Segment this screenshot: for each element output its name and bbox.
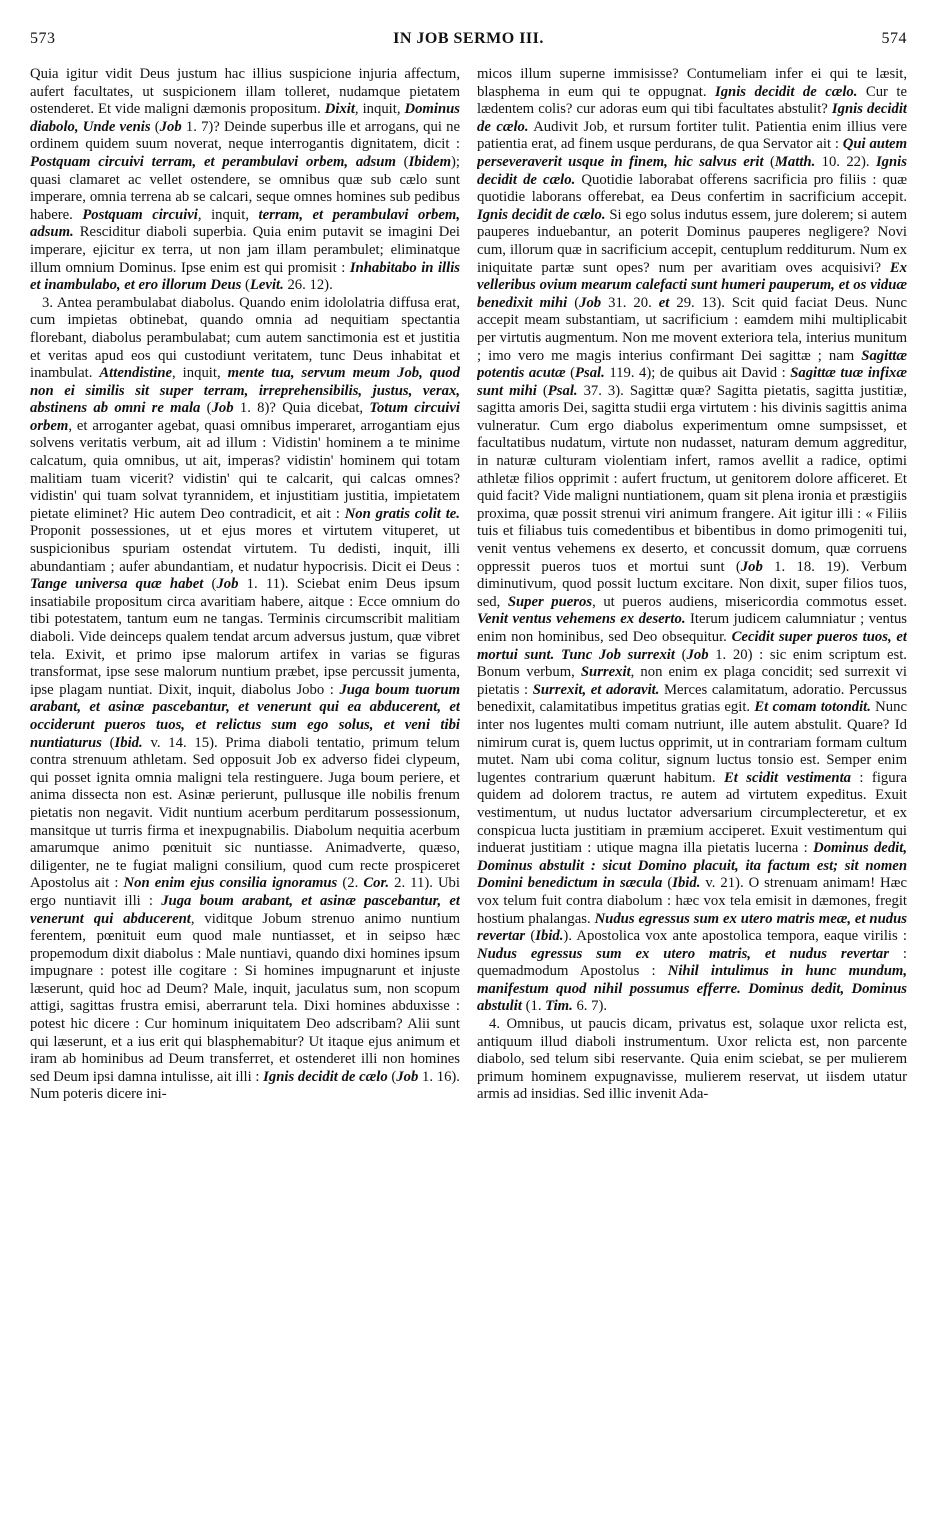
italic-quotation: Et scidit vestimenta bbox=[724, 769, 852, 786]
italic-quotation: Surrexit bbox=[580, 664, 631, 681]
text-run: 37. 3). Sagittæ quæ? Sagitta pietatis, sagitta justitiæ, sagitta amoris Dei, sagitta studii erga virtutem : his divinis sagittis anima vulneratur. Cum ergo diabolus experimentum omne sumpsisset, et facultatibus nudatum, virtute non nudasset, naturam demum aggreditur, in naturæ culturam violentiam infert, ramos avellit a radice, optimi athletæ filios opprimit : aufert fructum, ut genitorem dolore afficeret. Et quid facit? Vide maligni nuntiationem, quam sit plena ironia et præstigiis proxima, quæ possit strenui viri animum frangere. Ait igitur illi : « Filiis tuis et filiabus tuis comedentibus et bibentibus in domo primogeniti tui, venit ventus vehemens ex deserto, et concussit domum, quæ corruens oppressit pueros tuos et mortui sunt ( bbox=[477, 382, 907, 575]
italic-quotation: Dixit bbox=[324, 101, 355, 118]
running-title: IN JOB SERMO III. bbox=[393, 30, 544, 47]
text-run: 26. 12). bbox=[283, 277, 333, 294]
text-run: Proponit possessiones, ut et ejus mores et virtutem vituperet, ut suspicionibus spuriam ostendat virtutem. Tu dedisti, inquit, illi abundantiam ; aufer abundantiam, et nudatur hypocrisis. Dicit ei Deus : bbox=[30, 523, 460, 575]
text-run: ( bbox=[674, 646, 687, 663]
text-run: , inquit, bbox=[354, 101, 405, 118]
text-run: 10. 22). bbox=[815, 153, 876, 170]
italic-quotation: Job bbox=[211, 400, 234, 417]
text-run: ( bbox=[200, 400, 212, 417]
text-run: ( bbox=[567, 294, 580, 311]
italic-quotation: Job bbox=[686, 646, 709, 663]
text-run: (2. bbox=[337, 875, 364, 892]
italic-quotation: Job bbox=[740, 558, 763, 575]
italic-quotation: Ignis decidit de cælo. bbox=[477, 153, 907, 188]
text-run: Iterum judicem calumniatur ; ventus enim non hominibus, sed Deo obsequitur. bbox=[477, 611, 907, 645]
text-run: , et arroganter agebat, quasi omnibus imperaret, arrogantiam ejus solvens veritatis verbum, ait ad illum : Vidistin' hominem a te minime calcatum, quia omnibus, ut ait, imperas? vidistin' hominem qui totam malitiam tuam vicerit? vidistin' qui te calcarit, qui calcas omnes? vidistin' qui tuam solvat tyrannidem, et injustitiam justitia, impietatem pietate eliminet? Hic autem Deo contradicit, et ait : bbox=[30, 417, 460, 522]
italic-quotation: Sagittæ potentis acutæ bbox=[477, 347, 907, 382]
italic-quotation: Nudus egressus sum ex utero matris meæ, et nudus revertar bbox=[477, 910, 907, 945]
italic-quotation: Sagittæ tuæ infixæ sunt mihi bbox=[477, 365, 907, 399]
paragraph bbox=[30, 295, 460, 1104]
text-run: ( bbox=[536, 382, 548, 399]
italic-quotation: Tim. bbox=[545, 998, 573, 1015]
italic-quotation: Matth. bbox=[774, 153, 816, 170]
text-run: ( bbox=[763, 153, 775, 170]
italic-quotation: Super pueros bbox=[507, 593, 593, 610]
text-run: Quotidie laborabat offerens sacrificia pro filiis : quæ quotidie laborans offerebat, ea Deus confertim in sacrificium accepit. bbox=[477, 171, 907, 206]
text-run: Si ego solus indutus essem, jure dolerem; si autem pauperes induebantur, an poterit Dominus pauperes negligere? Novi cum, illorum quæ in sacrificium accepit, centuplum redditurum. Num ex iniquitate partæ sunt opes? num per avaritiam oves acquisivi? bbox=[477, 206, 907, 276]
text-run: : quemadmodum Apostolus : bbox=[477, 945, 907, 980]
italic-quotation: Qui autem perseveraverit usque in finem, hic salvus erit bbox=[477, 136, 907, 170]
italic-quotation: Ignis decidit de cælo bbox=[263, 1068, 388, 1085]
italic-quotation: Nihil intulimus in hunc mundum, manifestum quod nihil possumus efferre. Dominus dedit, Dominus abstulit bbox=[477, 963, 907, 1015]
text-run: Quia igitur vidit Deus justum hac illius suspicione injuria affectum, aufert facultates, ut suspicionem illam tolleret, nudamque pietatem ostenderet. Et vide maligni dæmonis propositum. bbox=[30, 66, 460, 118]
text-columns bbox=[30, 66, 907, 1536]
text-run: 6. 7). bbox=[572, 998, 608, 1015]
text-run: v. 21). O strenuam animam! Hæc vox telum fuit contra diabolum : hæc vox tela emisit in dæmones, fregit hostium phalangas. bbox=[477, 875, 907, 927]
text-run: ( bbox=[101, 734, 115, 751]
running-header bbox=[30, 30, 907, 60]
italic-quotation: Ignis decidit de cælo. bbox=[714, 83, 858, 100]
text-run: Resciditur diaboli superbia. Quia enim putavit se imagini Dei imperare, ejicitur ex terra, ut non jam illam perambulet; eliminatque illum omnium Dominus. Ipse enim est qui promisit : bbox=[30, 224, 460, 276]
text-run: ( bbox=[525, 928, 536, 945]
text-run: ( bbox=[395, 153, 409, 170]
text-run: ( bbox=[203, 576, 217, 593]
italic-quotation: Job bbox=[396, 1068, 419, 1085]
text-run: Nunc inter nos lugentes multi comam nutriunt, ille autem abstulit. Quare? Id nimirum curat is, quem luctus opprimit, ut in contrariam formam cultum mutet. Nam ubi coma colitur, signum luctus tonsio est. Semper enim lugentes contrarium quærunt habitum. bbox=[477, 699, 907, 786]
text-run: Audivit Job, et rursum fortiter tulit. Patientia enim illius vere patientia erat, ad finem usque perdurans, de qua Servator ait : bbox=[477, 118, 907, 153]
italic-quotation: Ibid. bbox=[672, 875, 701, 892]
italic-quotation: Attendistine bbox=[99, 365, 173, 382]
italic-quotation: mente tua, servum meum Job, quod non ei similis sit super terram, irreprehensibilis, justus, verax, abstinens ab omni re mala bbox=[30, 365, 460, 417]
italic-quotation: Non gratis colit te. bbox=[344, 505, 460, 522]
text-run: , inquit, bbox=[172, 365, 228, 382]
text-run: 1. 7)? Deinde superbus ille et arrogans, qui ne ordinem quidem suum noverat, neque interrogantis dignitatem, dicit : bbox=[30, 118, 460, 153]
paragraph bbox=[477, 66, 907, 1016]
italic-quotation: Postquam circuivi terram, et perambulavi orbem, adsum bbox=[30, 153, 396, 170]
text-run: 2. 11). Ubi ergo nuntiavit illi : bbox=[30, 875, 460, 909]
italic-quotation: Juga boum tuorum arabant, et asinæ pascebantur, et venerunt qui ea abducerent, et occiderunt pueros tuos, et relictus sum ego solus, et veni tibi nuntiaturus bbox=[30, 681, 460, 751]
page-number-right: 574 bbox=[881, 30, 907, 47]
italic-quotation: Postquam circuivi bbox=[82, 206, 198, 223]
italic-quotation: Ignis decidit de cælo. bbox=[477, 101, 907, 135]
italic-quotation: Cecidit super pueros tuos, et mortui sunt. Tunc Job surrexit bbox=[477, 629, 907, 663]
italic-quotation: Ibid. bbox=[114, 734, 143, 751]
text-run: , non enim ex plaga concidit; sed surrexit vi pietatis : bbox=[477, 664, 907, 698]
text-run: v. 14. 15). Prima diaboli tentatio, primum telum contra strenuum athletam. Sed opposuit Job ex adverso fidei clypeum, qui posset ignita omnia maligni tela restinguere. Juga boum periere, et anima dissecta non est. Asinæ perierunt, pullusque ille nobilis frenum pietatis non negavit. Vidit nuntium acerbum perditarum possessionum, mansitque ut turris firma et inexpugnabilis. Diabolum nequitia acerbum amarumque animo pœnituit sic nuntiasse. Animadverte, quæso, diligenter, ne te fugiat maligni consilium, quod cum recte prospiceret Apostolus ait : bbox=[30, 734, 460, 892]
text-run: ( bbox=[150, 118, 160, 135]
text-run: Cur te lædentem colis? cur adoras eum qui tibi facultates abstulit? bbox=[477, 83, 907, 118]
text-run: 4. Omnibus, ut paucis dicam, privatus est, solaque uxor relicta est, antiquum illud diaboli instrumentum. Uxor relicta est, non parcente diabolo, sed telum sibi reservante. Quia enim sciebat, se per mulierem primum hominem expugnavisse, mulierem reservat, ut iisdem utatur armis ad insidias. Sed illic invenit Ada- bbox=[477, 1016, 907, 1103]
italic-quotation: Dominus dedit, Dominus abstulit : sicut Domino placuit, ita factum est; sit nomen Domini benedictum in sæcula bbox=[477, 840, 907, 892]
right-column bbox=[477, 66, 907, 1536]
italic-quotation: Cor. bbox=[363, 875, 390, 892]
italic-quotation: Nudus egressus sum ex utero matris, et nudus revertar bbox=[477, 945, 889, 962]
text-run: : figura quidem ad dolorem tractus, re autem ad virtutem expeditus. Exuit vestimentum, ut nudus luctator adversarium circumplecteretur, et ex conspicua lucta justitiam in præmium acciperet. Exuit vestimentum qui induerat justitiam : utique magna illa pietatis lucerna : bbox=[477, 769, 907, 857]
text-run: ); quasi clamaret ac vellet ostendere, se omnibus quæ sub cælo sunt imperare, omnia terrena ab se calcari, seque omnes homines sub pedibus habere. bbox=[30, 153, 460, 223]
paragraph bbox=[477, 1016, 907, 1104]
text-run: , ut pueros audiens, misericordia commotus esset. bbox=[592, 593, 907, 610]
italic-quotation: Totum circuivi orbem bbox=[30, 400, 460, 434]
paragraph bbox=[30, 66, 460, 295]
text-run: ( bbox=[387, 1068, 397, 1085]
italic-quotation: Venit ventus vehemens ex deserto. bbox=[477, 611, 686, 628]
italic-quotation: et bbox=[658, 294, 670, 311]
text-run: ( bbox=[662, 875, 673, 892]
italic-quotation: Levit. bbox=[249, 277, 284, 294]
italic-quotation: Psal. bbox=[575, 365, 605, 382]
italic-quotation: Ignis decidit de cælo. bbox=[477, 206, 606, 223]
text-run: , viditque Jobum strenuo animo nuntium ferentem, pœnituit eum quod male nuntiasset, et in seipso hæc propemodum dixit diabolus : Male nuntiavi, quando dixi homines ipsum impugnare : potest ille cogitare : Si homines impugnarunt et injuste læserunt, quid hoc ad Deum? Male, inquit, jaculatus sum, non scopum attigi, sagittas frustra emisi, aberrarunt tela. Dixi homines abduxisse : potest hic dicere : Cur hominum iniquitatem Deo adscribam? Alii sunt qui læserunt, et a ius erit qui blasphemabitur? Ut itaque ejus animum et iram ab hominibus ad Deum transferret, et ostenderet illi non homines sed Deum ipsi damna intulisse, ait illi : bbox=[30, 910, 460, 1085]
italic-quotation: Et comam totondit. bbox=[754, 699, 871, 716]
text-run: 29. 13). Scit quid faciat Deus. Nunc accepit meam substantiam, ut sacrificium : eamdem mihi multiplicabit per virtutis augmentum. Non me movent exteriora tela, interius munitum ; imo vero me magis interius confirmant Dei sagittæ ; nam bbox=[477, 294, 907, 364]
text-run: Merces calamitatum, adoratio. Percussus benedixit, calamitatibus impetitus gratias egit. bbox=[477, 681, 907, 716]
text-run: micos illum superne immisisse? Contumeliam infer ei qui te læsit, blasphema in eum qui te oppugnat. bbox=[477, 66, 907, 100]
italic-quotation: Job bbox=[159, 118, 182, 135]
text-run: 119. 4); de quibus ait David : bbox=[604, 365, 791, 382]
italic-quotation: Tange universa quæ habet bbox=[30, 576, 204, 593]
italic-quotation: Ibid. bbox=[535, 928, 564, 945]
text-run: (1. bbox=[521, 998, 546, 1015]
italic-quotation: Inhabitabo in illis et inambulabo, et ero illorum Deus bbox=[30, 259, 460, 294]
italic-quotation: Surrexit, et adoravit. bbox=[532, 681, 660, 698]
text-run: 1. 16). Num poteris dicere ini- bbox=[30, 1068, 460, 1103]
italic-quotation: Non enim ejus consilia ignoramus bbox=[123, 875, 338, 892]
text-run: ). Apostolica vox ante apostolica tempora, eaque virilis : bbox=[563, 928, 907, 945]
italic-quotation: Ibidem bbox=[408, 153, 452, 170]
text-run: 1. 11). Sciebat enim Deus ipsum insatiabile propositum circa avaritiam habere, aitque : Ecce omnium do tibi potestatem, tantum eum ne tangas. Terminis circumscribit malitiam diaboli. Vide deinceps qualem tendat arcum adversus justum, quæ vibret tela. Exivit, et primo ipse malorum artifex in varias se figuras transformat, ipse sese malorum nuntium præbet, ipse percussit jumenta, ipse plagam nuntiat. Dixit, inquit, diabolus Jobo : bbox=[30, 576, 460, 698]
text-run: 31. 20. bbox=[601, 294, 659, 311]
text-run: ( bbox=[241, 277, 250, 294]
text-run: ( bbox=[565, 365, 576, 382]
text-run: 1. 18. 19). Verbum diminutivum, quod possit luctum excitare. Non dixit, super filios tuos, sed, bbox=[477, 558, 907, 610]
left-column bbox=[30, 66, 460, 1536]
italic-quotation: Job bbox=[216, 576, 239, 593]
text-run: 3. Antea perambulabat diabolus. Quando enim idololatria diffusa erat, cum impietas obtinebat, quando omnia ad nequitiam spectantia florebant, diabolus perambulabat; cum autem sanctimonia est et justitia et veritas apud eos qui custodiunt veritatem, tunc Deus inhabitat et inambulat. bbox=[30, 294, 460, 382]
text-run: , inquit, bbox=[197, 206, 259, 223]
text-run: 1. 20) : sic enim scriptum est. Bonum verbum, bbox=[477, 646, 907, 681]
italic-quotation: Ex velleribus ovium mearum calefacti sunt humeri pauperum, et os viduæ benedixit mihi bbox=[477, 259, 907, 311]
text-run: 1. 8)? Quia dicebat, bbox=[233, 400, 370, 417]
italic-quotation: Dominus diabolo, Unde venis bbox=[30, 101, 460, 135]
italic-quotation: terram, et perambulavi orbem, adsum. bbox=[30, 206, 460, 241]
page-number-left: 573 bbox=[30, 30, 56, 47]
italic-quotation: Job bbox=[579, 294, 602, 311]
italic-quotation: Juga boum arabant, et asinæ pascebantur, et venerunt qui abducerent bbox=[30, 892, 460, 927]
italic-quotation: Psal. bbox=[547, 382, 578, 399]
